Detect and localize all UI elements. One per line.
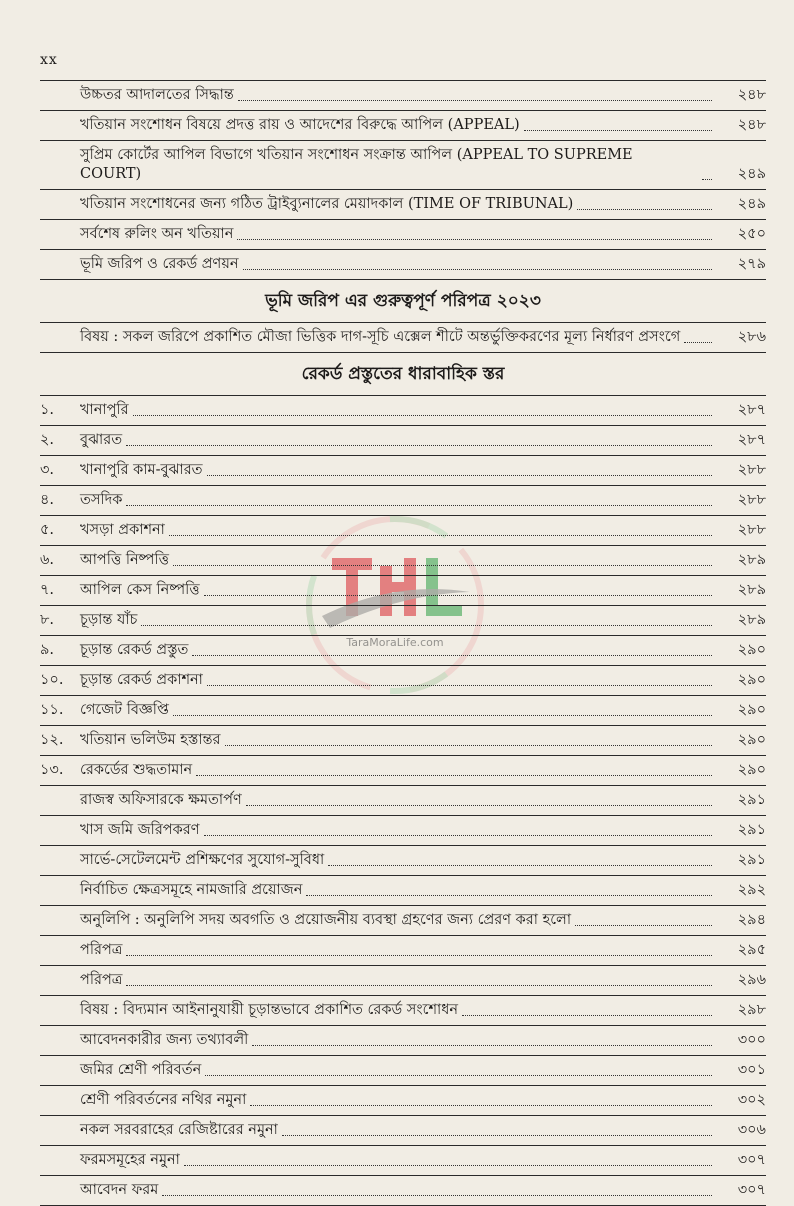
toc-entry-page: ২৭৯ (737, 256, 766, 272)
toc-entry-title-wrap (78, 146, 718, 184)
toc-entry-page: ২৯৫ (737, 942, 766, 958)
toc-entry (40, 1056, 766, 1086)
toc-entry (40, 456, 766, 486)
toc-entry-page: ২৯১ (737, 822, 766, 838)
toc-entry (40, 250, 766, 280)
toc-leader-dots (169, 535, 712, 536)
toc-entry (40, 636, 766, 666)
toc-entry-page: ৩০১ (737, 1062, 766, 1078)
toc-entry-page: ২৮৬ (737, 329, 766, 345)
toc-entry-number: ৯. (40, 642, 55, 658)
toc-entry-title: বিষয় : বিদ্যমান আইনানুযায়ী চূড়ান্তভাবে প্রকাশিত রেকর্ড সংশোধন (80, 1002, 459, 1018)
toc-entry-number: ১২. (40, 732, 64, 748)
toc-entry-title: রেকর্ডের শুদ্ধতামান (80, 762, 193, 778)
toc-entry-number: ৭. (40, 582, 55, 598)
toc-entry-page: ২৯২ (737, 882, 766, 898)
toc-entry-number: ১৩. (40, 762, 64, 778)
toc-entry-number: ১১. (40, 702, 64, 718)
toc-leader-dots (196, 775, 712, 776)
toc-entry-title: আপত্তি নিষ্পত্তি (80, 552, 169, 568)
toc-entry (40, 486, 766, 516)
toc-entry (40, 190, 766, 220)
section-heading-circular: ভূমি জরিপ এর গুরুত্বপূর্ণ পরিপত্র ২০২৩ (265, 291, 541, 311)
toc-entry-title: আপিল কেস নিষ্পত্তি (80, 582, 200, 598)
toc-entry-title: খাস জমি জরিপকরণ (80, 822, 200, 838)
toc-entry (40, 606, 766, 636)
toc-leader-dots (684, 342, 712, 343)
toc-entry-page: ২৮৭ (737, 402, 766, 418)
toc-entry-page: ২৮৮ (737, 462, 766, 478)
toc-leader-dots (238, 100, 712, 101)
toc-entry-title-wrap (78, 491, 718, 510)
toc-entry (40, 666, 766, 696)
toc-entry (40, 1116, 766, 1146)
toc-entry-title-wrap (78, 1061, 718, 1080)
toc-entry-page: ২৯০ (737, 642, 766, 658)
toc-entry-number: ১০. (40, 672, 64, 688)
toc-entry-title: তসদিক (80, 492, 123, 508)
toc-entry (40, 576, 766, 606)
toc-entry-number: ৫. (40, 522, 55, 538)
table-of-contents (40, 80, 766, 1206)
toc-entry-number: ১. (40, 402, 55, 418)
toc-entry (40, 426, 766, 456)
toc-entry-page: ২৮৯ (737, 612, 766, 628)
toc-entry-page: ২৯০ (737, 732, 766, 748)
toc-entry-page: ৩০৬ (737, 1122, 766, 1138)
toc-entry-page: ২৮৮ (737, 522, 766, 538)
toc-entry-title: বুঝারত (80, 432, 123, 448)
toc-entry-number: ৪. (40, 492, 55, 508)
toc-entry-page: ৩০০ (737, 1032, 766, 1048)
toc-leader-dots (192, 655, 712, 656)
toc-entry-title-wrap (78, 701, 718, 720)
toc-entry-title-wrap (78, 881, 718, 900)
toc-entry-title-wrap (78, 761, 718, 780)
toc-entry-title: নকল সরবরাহের রেজিষ্টারের নমুনা (80, 1122, 278, 1138)
toc-entry-title-wrap (78, 851, 718, 870)
toc-entry (40, 906, 766, 936)
toc-entry-page: ২৯৪ (737, 912, 766, 928)
toc-leader-dots (207, 475, 712, 476)
page-number: xx (40, 52, 58, 68)
toc-entry-page: ২৯১ (737, 792, 766, 808)
toc-entry-number: ২. (40, 432, 55, 448)
toc-entry-title: উচ্চতর আদালতের সিদ্ধান্ত (80, 87, 234, 103)
toc-entry-title: সুপ্রিম কোর্টের আপিল বিভাগে খতিয়ান সংশোধন সংক্রান্ত আপিল (APPEAL TO SUPREME COURT) (80, 147, 633, 182)
toc-leader-dots (204, 595, 712, 596)
toc-entry (40, 111, 766, 141)
toc-entry-title: খতিয়ান সংশোধনের জন্য গঠিত ট্রাইব্যুনালের মেয়াদকাল (TIME OF TRIBUNAL) (80, 196, 574, 212)
toc-leader-dots (141, 625, 712, 626)
toc-entry-title: খতিয়ান সংশোধন বিষয়ে প্রদত্ত রায় ও আদেশের বিরুদ্ধে আপিল (APPEAL) (80, 117, 520, 133)
toc-leader-dots (126, 955, 712, 956)
toc-entry-title: খতিয়ান ভলিউম হস্তান্তর (80, 732, 221, 748)
toc-entry-title-wrap (78, 401, 718, 420)
toc-entry (40, 395, 766, 426)
toc-entry (40, 1176, 766, 1206)
toc-entry (40, 996, 766, 1026)
toc-entry-title-wrap (78, 328, 718, 347)
toc-entry-title-wrap (78, 1091, 718, 1110)
toc-leader-dots (207, 685, 712, 686)
toc-leader-dots (462, 1015, 712, 1016)
toc-entry (40, 936, 766, 966)
toc-entry (40, 220, 766, 250)
toc-entry (40, 966, 766, 996)
toc-entry-title: গেজেট বিজ্ঞপ্তি (80, 702, 169, 718)
toc-entry-title: পরিপত্র (80, 942, 123, 958)
toc-entry-title-wrap (78, 641, 718, 660)
toc-leader-dots (328, 865, 712, 866)
toc-leader-dots (246, 805, 712, 806)
toc-entry-page: ২৯০ (737, 762, 766, 778)
toc-entry-page: ২৪৮ (737, 87, 766, 103)
toc-entry-title-wrap (78, 911, 718, 930)
toc-section-record-stages (40, 395, 766, 1206)
toc-entry-title-wrap (78, 225, 718, 244)
toc-leader-dots (252, 1045, 712, 1046)
toc-entry (40, 1026, 766, 1056)
toc-entry-title: চূড়ান্ত রেকর্ড প্রকাশনা (80, 672, 203, 688)
toc-entry (40, 546, 766, 576)
toc-leader-dots (126, 445, 712, 446)
toc-entry-title-wrap (78, 1031, 718, 1050)
toc-leader-dots (205, 1075, 712, 1076)
toc-entry (40, 816, 766, 846)
toc-entry-title-wrap (78, 255, 718, 274)
toc-entry-title-wrap (78, 611, 718, 630)
toc-entry-title-wrap (78, 1181, 718, 1200)
toc-entry-page: ২৪৯ (737, 166, 766, 182)
toc-entry-title: খসড়া প্রকাশনা (80, 522, 165, 538)
toc-entry-title-wrap (78, 1001, 718, 1020)
toc-entry (40, 756, 766, 786)
toc-entry-title: বিষয় : সকল জরিপে প্রকাশিত মৌজা ভিত্তিক দাগ-সূচি এক্সেল শীটে অন্তর্ভুক্তিকরণের মূল্য নির্ধারণ প্রসংগে (80, 329, 681, 345)
toc-leader-dots (282, 1135, 712, 1136)
toc-entry-number: ৬. (40, 552, 55, 568)
toc-leader-dots (575, 925, 712, 926)
section-heading-record-stages: রেকর্ড প্রস্তুতের ধারাবাহিক স্তর (301, 364, 505, 384)
toc-leader-dots (184, 1165, 712, 1166)
toc-entry-title-wrap (78, 521, 718, 540)
toc-entry-page: ২৮৯ (737, 552, 766, 568)
toc-section-top (40, 80, 766, 280)
toc-entry (40, 786, 766, 816)
toc-entry-page: ২৮৯ (737, 582, 766, 598)
toc-entry-title-wrap (78, 581, 718, 600)
toc-entry-title: অনুলিপি : অনুলিপি সদয় অবগতি ও প্রয়োজনীয় ব্যবস্থা গ্রহণের জন্য প্রেরণ করা হলো (80, 912, 572, 928)
toc-entry-title-wrap (78, 941, 718, 960)
toc-entry-title-wrap (78, 1151, 718, 1170)
toc-entry-title-wrap (78, 86, 718, 105)
toc-entry-title: আবেদনকারীর জন্য তথ্যাবলী (80, 1032, 249, 1048)
toc-entry-title: চূড়ান্ত যাঁচ (80, 612, 138, 628)
toc-entry-title: আবেদন ফরম (80, 1182, 159, 1198)
toc-entry-title-wrap (78, 671, 718, 690)
toc-entry (40, 516, 766, 546)
toc-entry (40, 846, 766, 876)
toc-entry-page: ৩০৭ (737, 1152, 766, 1168)
toc-entry-title: চূড়ান্ত রেকর্ড প্রস্তুত (80, 642, 189, 658)
toc-entry-title-wrap (78, 971, 718, 990)
toc-leader-dots (204, 835, 712, 836)
toc-entry-title: পরিপত্র (80, 972, 123, 988)
toc-entry-number: ৮. (40, 612, 55, 628)
toc-section-circular (40, 322, 766, 353)
toc-leader-dots (162, 1195, 712, 1196)
toc-entry-page: ২৯০ (737, 672, 766, 688)
toc-entry (40, 726, 766, 756)
toc-leader-dots (133, 415, 712, 416)
toc-entry-page: ২৯৮ (737, 1002, 766, 1018)
toc-entry-title-wrap (78, 195, 718, 214)
toc-entry-title-wrap (78, 821, 718, 840)
toc-leader-dots (225, 745, 713, 746)
toc-entry-page: ২৯৬ (737, 972, 766, 988)
toc-entry (40, 876, 766, 906)
toc-entry-title: রাজস্ব অফিসারকে ক্ষমতার্পণ (80, 792, 242, 808)
toc-entry-title-wrap (78, 791, 718, 810)
toc-entry-page: ২৮৭ (737, 432, 766, 448)
toc-entry-title: সার্ভে-সেটেলমেন্ট প্রশিক্ষণের সুযোগ-সুবিধা (80, 852, 325, 868)
toc-entry (40, 1086, 766, 1116)
toc-entry-title: জমির শ্রেণী পরিবর্তন (80, 1062, 202, 1078)
toc-entry-title: খানাপুরি (80, 402, 129, 418)
toc-leader-dots (577, 209, 712, 210)
toc-leader-dots (250, 1105, 712, 1106)
toc-leader-dots (126, 505, 712, 506)
toc-entry-page: ৩০২ (737, 1092, 766, 1108)
toc-entry-page: ২৯১ (737, 852, 766, 868)
toc-leader-dots (126, 985, 712, 986)
toc-entry (40, 141, 766, 190)
toc-entry (40, 696, 766, 726)
toc-entry-title-wrap (78, 116, 718, 135)
toc-entry-page: ৩০৭ (737, 1182, 766, 1198)
toc-leader-dots (702, 179, 712, 180)
toc-entry-title: নির্বাচিত ক্ষেত্রসমূহে নামজারি প্রয়োজন (80, 882, 303, 898)
toc-leader-dots (237, 239, 712, 240)
toc-entry-title: শ্রেণী পরিবর্তনের নথির নমুনা (80, 1092, 247, 1108)
toc-entry (40, 80, 766, 111)
toc-entry-page: ২৪৮ (737, 117, 766, 133)
toc-entry (40, 322, 766, 353)
toc-leader-dots (524, 130, 712, 131)
toc-entry-title-wrap (78, 551, 718, 570)
toc-leader-dots (173, 715, 712, 716)
toc-entry-title-wrap (78, 731, 718, 750)
toc-entry-page: ২৯০ (737, 702, 766, 718)
toc-entry-title: ভূমি জরিপ ও রেকর্ড প্রণয়ন (80, 256, 239, 272)
toc-leader-dots (173, 565, 712, 566)
toc-entry (40, 1146, 766, 1176)
toc-entry-title: খানাপুরি কাম-বুঝারত (80, 462, 203, 478)
toc-entry-title: ফরমসমূহের নমুনা (80, 1152, 180, 1168)
toc-entry-page: ২৫০ (737, 226, 766, 242)
toc-entry-number: ৩. (40, 462, 55, 478)
toc-leader-dots (243, 269, 712, 270)
toc-entry-title-wrap (78, 1121, 718, 1140)
toc-entry-title-wrap (78, 461, 718, 480)
toc-entry-page: ২৮৮ (737, 492, 766, 508)
toc-leader-dots (306, 895, 712, 896)
toc-entry-title: সর্বশেষ রুলিং অন খতিয়ান (80, 226, 234, 242)
watermark-text: TaraMoraLife.com (346, 636, 444, 649)
toc-entry-title-wrap (78, 431, 718, 450)
toc-entry-page: ২৪৯ (737, 196, 766, 212)
